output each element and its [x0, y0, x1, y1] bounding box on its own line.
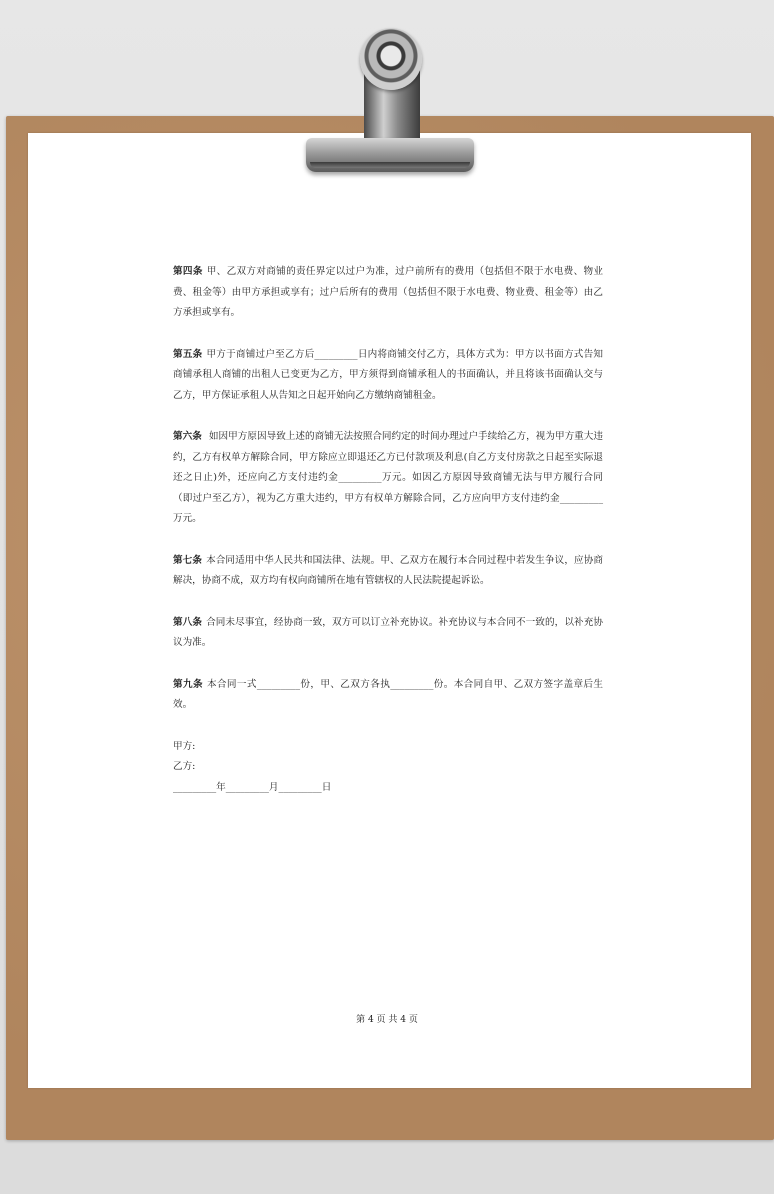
page-footer: 第 4 页 共 4 页 — [356, 1015, 418, 1025]
clause-9: 第九条 本合同一式_________份，甲、乙双方各执_________份。本合同自甲、乙双方签字盖章后生效。 — [173, 678, 604, 710]
clause-8: 第八条 合同未尽事宜，经协商一致，双方可以订立补充协议。补充协议与本合同不一致的，以补充协议为准。 — [173, 616, 604, 648]
clause-5: 第五条 甲方于商铺过户至乙方后_________日内将商铺交付乙方，具体方式为：甲方以书面方式告知商铺承租人商铺的出租人已变更为乙方，甲方须得到商铺承租人的书面确认，并且将该书面确认交与乙方，甲方保证承租人从告知之日起开始向乙方缴纳商铺租金。 — [173, 348, 604, 401]
clause-7: 第七条 本合同适用中华人民共和国法律、法规。甲、乙双方在履行本合同过程中若发生争议，应协商解决，协商不成，双方均有权向商铺所在地有管辖权的人民法院提起诉讼。 — [173, 554, 604, 586]
date-line: _________年_________月_________日 — [173, 781, 332, 793]
signature-block — [173, 737, 603, 799]
binder-clip-ring-icon — [360, 28, 422, 90]
contract-body — [173, 262, 603, 798]
party-a-label: 甲方: — [173, 740, 196, 752]
party-b-label: 乙方: — [173, 761, 196, 772]
clause-4: 第四条 甲、乙双方对商铺的责任界定以过户为准，过户前所有的费用（包括但不限于水电费、物业费、租金等）由甲方承担或享有；过户后所有的费用（包括但不限于水电费、物业费、租金等）由乙方承担或享有。 — [173, 266, 604, 318]
binder-clip-lip — [310, 162, 470, 168]
clause-6: 第六条 如因甲方原因导致上述的商铺无法按照合同约定的时间办理过户手续给乙方，视为甲方重大违约，乙方有权单方解除合同，甲方除应立即退还乙方已付款项及利息(自乙方支付房款之日起至实际退还之日止)外，还应向乙方支付违约金_________万元。如因乙方原因导致商铺无法与甲方履行合同（即过户至乙方），视为乙方重大违约，甲方有权单方解除合同，乙方应向甲方支付违约金_________万元。 — [173, 431, 603, 524]
